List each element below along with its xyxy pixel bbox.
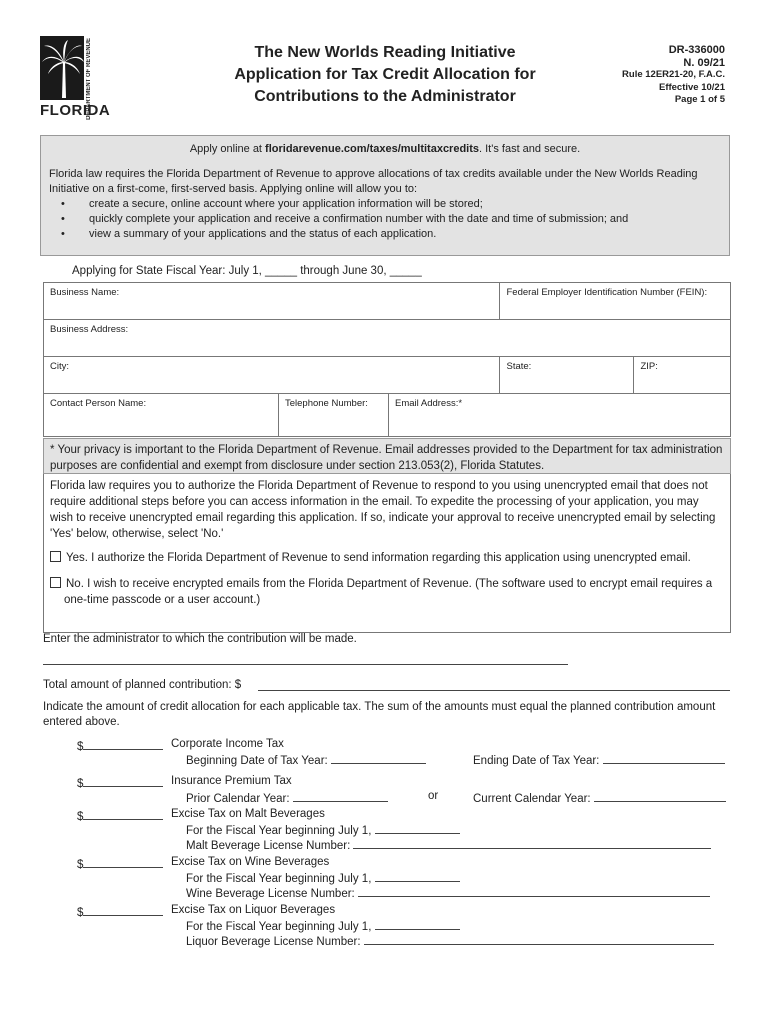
current-year-input[interactable]	[594, 790, 726, 802]
email-authorization-box	[43, 474, 731, 633]
corporate-amount[interactable]: $	[77, 738, 163, 753]
effective-date: Effective 10/21	[658, 81, 725, 93]
malt-license-input[interactable]	[353, 837, 711, 849]
end-date-input[interactable]	[603, 752, 725, 764]
liquor-amount[interactable]: $	[77, 904, 163, 919]
liquor-license-label: Liquor Beverage License Number:	[186, 933, 714, 948]
revision: N. 09/21	[683, 56, 725, 69]
malt-fiscal-label: For the Fiscal Year beginning July 1,	[186, 822, 460, 837]
yes-option[interactable]: Yes. I authorize the Florida Department of Revenue to send information regarding this application using unencrypted email.	[50, 550, 724, 566]
intro-bullets	[61, 197, 729, 242]
list-item: • quickly complete your application and receive a confirmation number with the date and time of submission; and	[61, 213, 629, 225]
malt-amount[interactable]: $	[77, 808, 163, 823]
form-number-block	[622, 44, 725, 107]
wine-amount[interactable]: $	[77, 856, 163, 871]
business-address-field[interactable]: Business Address:	[44, 320, 731, 357]
indicate-text: Indicate the amount of credit allocation for each applicable tax. The sum of the amounts must equal the planned contribution amount entered above.	[43, 701, 716, 728]
wine-license-label: Wine Beverage License Number:	[186, 885, 710, 900]
prior-year-input[interactable]	[293, 790, 388, 802]
or-text: or	[428, 790, 439, 802]
list-item: • create a secure, online account where your application information will be stored;	[61, 198, 483, 210]
administrator-prompt: Enter the administrator to which the contribution will be made.	[43, 633, 357, 645]
telephone-field[interactable]: Telephone Number:	[279, 394, 389, 437]
wine-license-input[interactable]	[358, 885, 710, 897]
prior-year-label: Prior Calendar Year:	[186, 790, 388, 805]
insurance-label: Insurance Premium Tax	[171, 775, 292, 787]
zip-field[interactable]: ZIP:	[634, 357, 731, 394]
end-date-label: Ending Date of Tax Year:	[473, 752, 725, 767]
business-info-table	[43, 282, 731, 437]
liquor-fiscal-input[interactable]	[375, 918, 460, 930]
business-name-field[interactable]: Business Name:	[44, 283, 500, 320]
online-link[interactable]: floridarevenue.com/taxes/multitaxcredits	[265, 143, 480, 155]
insurance-amount[interactable]: $	[77, 775, 163, 790]
begin-date-input[interactable]	[331, 752, 426, 764]
logo-wordmark: FLORIDA	[40, 102, 111, 119]
begin-date-label: Beginning Date of Tax Year:	[186, 752, 426, 767]
apply-online-line: Apply online at floridarevenue.com/taxes/multitaxcredits. It's fast and secure.	[189, 143, 581, 155]
liquor-license-input[interactable]	[364, 933, 714, 945]
wine-fiscal-input[interactable]	[375, 870, 460, 882]
administrator-input[interactable]	[43, 652, 568, 665]
total-contribution-input[interactable]	[258, 678, 730, 691]
rule: Rule 12ER21-20, F.A.C.	[622, 69, 725, 80]
total-contribution-label: Total amount of planned contribution: $	[43, 679, 242, 691]
current-year-label: Current Calendar Year:	[473, 790, 726, 805]
corporate-label: Corporate Income Tax	[171, 738, 284, 750]
department-of-revenue-vertical-text: DEPARTMENT OF REVENUE	[86, 38, 92, 120]
malt-fiscal-input[interactable]	[375, 822, 460, 834]
email-field[interactable]: Email Address:*	[389, 394, 731, 437]
fiscal-year-line[interactable]: Applying for State Fiscal Year: July 1, _____ through June 30, _____	[72, 265, 422, 277]
form-title: The New Worlds Reading Initiative Application for Tax Credit Allocation for Contributions to the Administrator	[234, 44, 536, 105]
malt-label: Excise Tax on Malt Beverages	[171, 808, 325, 820]
no-checkbox[interactable]	[50, 577, 61, 588]
intro-box	[40, 135, 730, 256]
form-number: DR-336000	[668, 44, 725, 56]
list-item: • view a summary of your applications and the status of each application.	[61, 228, 437, 240]
liquor-label: Excise Tax on Liquor Beverages	[171, 904, 336, 916]
privacy-notice: * Your privacy is important to the Florida Department of Revenue. Email addresses provided to the Department for tax administration purposes are confidential and exempt from disclosure under section 213.053(2), Florida Statutes.	[43, 438, 731, 474]
liquor-fiscal-label: For the Fiscal Year beginning July 1,	[186, 918, 460, 933]
state-field[interactable]: State:	[500, 357, 634, 394]
malt-license-label: Malt Beverage License Number:	[186, 837, 711, 852]
city-field[interactable]: City:	[44, 357, 500, 394]
yes-checkbox[interactable]	[50, 551, 61, 562]
fein-field[interactable]: Federal Employer Identification Number (FEIN):	[500, 283, 731, 320]
wine-label: Excise Tax on Wine Beverages	[171, 856, 330, 868]
no-option[interactable]: No. I wish to receive encrypted emails from the Florida Department of Revenue. (The software used to encrypt email requires a one-time passcode or a user account.)	[50, 576, 724, 608]
page-number: Page 1 of 5	[674, 94, 725, 105]
intro-text: Florida law requires the Florida Department of Revenue to approve allocations of tax credits available under the New Worlds Reading Initiative on a first-come, first-served basis. Applying online will allow you to:	[49, 168, 698, 195]
email-law-text: Florida law requires you to authorize the Florida Department of Revenue to respond to you using unencrypted email that does not require additional steps before you can access information in the email. To expedite the processing of your application, you may wish to receive unencrypted email regarding this application. If so, indicate your approval to receive unencrypted email by selecting 'Yes' below, otherwise, select 'No.'	[50, 480, 716, 540]
contact-person-field[interactable]: Contact Person Name:	[44, 394, 279, 437]
wine-fiscal-label: For the Fiscal Year beginning July 1,	[186, 870, 460, 885]
